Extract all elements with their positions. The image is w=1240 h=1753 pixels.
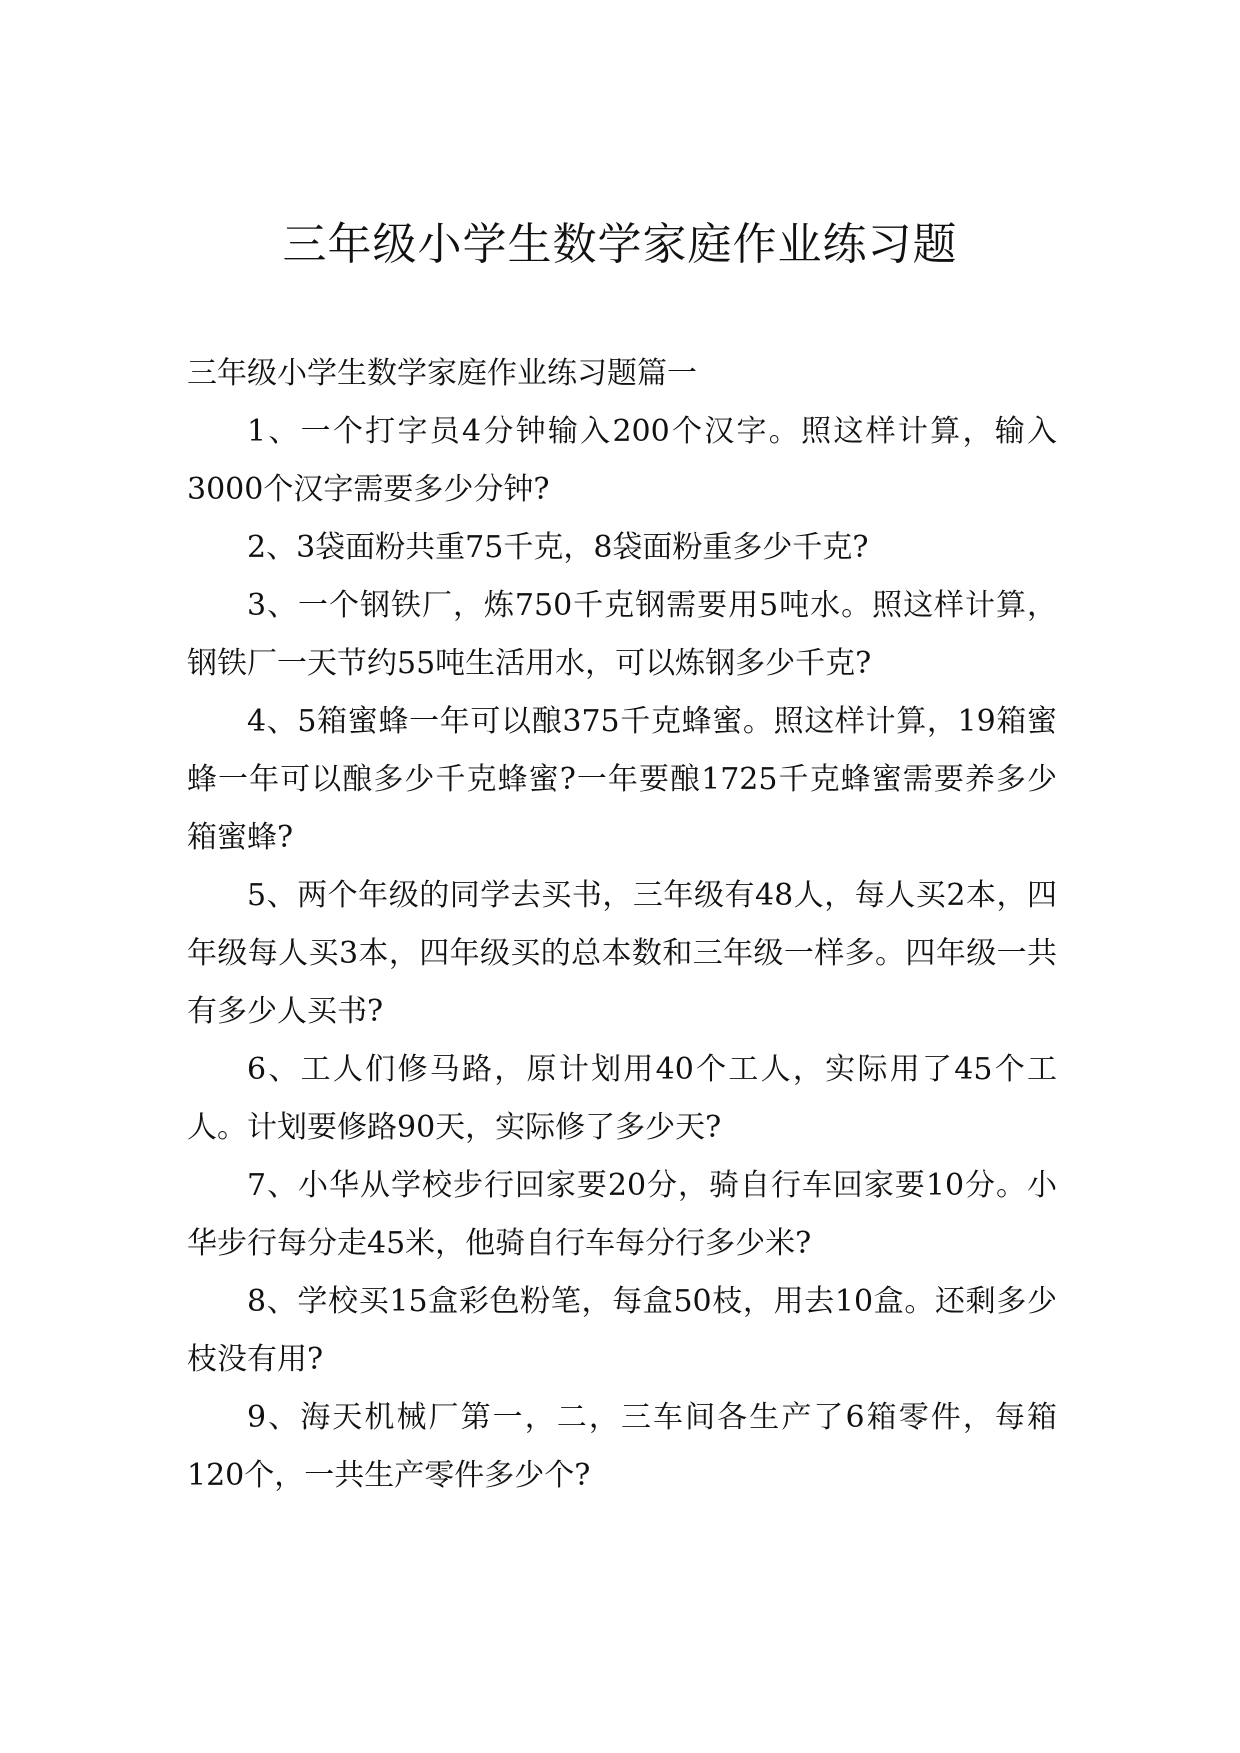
question-5: 5、两个年级的同学去买书，三年级有48人，每人买2本，四年级每人买3本，四年级买的总本数和三年级一样多。四年级一共有多少人买书? bbox=[187, 878, 1057, 1029]
question-1: 1、一个打字员4分钟输入200个汉字。照这样计算，输入3000个汉字需要多少分钟? bbox=[187, 414, 1057, 507]
question-4: 4、5箱蜜蜂一年可以酿375千克蜂蜜。照这样计算，19箱蜜蜂一年可以酿多少千克蜂蜜?一年要酿1725千克蜂蜜需要养多少箱蜜蜂? bbox=[187, 704, 1057, 855]
question-9: 9、海天机械厂第一，二，三车间各生产了6箱零件，每箱120个，一共生产零件多少个? bbox=[187, 1400, 1057, 1493]
section-heading: 三年级小学生数学家庭作业练习题篇一 bbox=[187, 356, 697, 391]
question-8: 8、学校买15盒彩色粉笔，每盒50枝，用去10盒。还剩多少枝没有用? bbox=[187, 1284, 1057, 1377]
question-6: 6、工人们修马路，原计划用40个工人，实际用了45个工人。计划要修路90天，实际修了多少天? bbox=[187, 1052, 1057, 1145]
question-7: 7、小华从学校步行回家要20分，骑自行车回家要10分。小华步行每分走45米，他骑自行车每分行多少米? bbox=[187, 1168, 1057, 1261]
document-body bbox=[187, 345, 1057, 1505]
page-title: 三年级小学生数学家庭作业练习题 bbox=[282, 219, 958, 270]
question-2: 2、3袋面粉共重75千克，8袋面粉重多少千克? bbox=[247, 530, 869, 565]
question-3: 3、一个钢铁厂，炼750千克钢需要用5吨水。照这样计算，钢铁厂一天节约55吨生活用水，可以炼钢多少千克? bbox=[187, 588, 1057, 681]
